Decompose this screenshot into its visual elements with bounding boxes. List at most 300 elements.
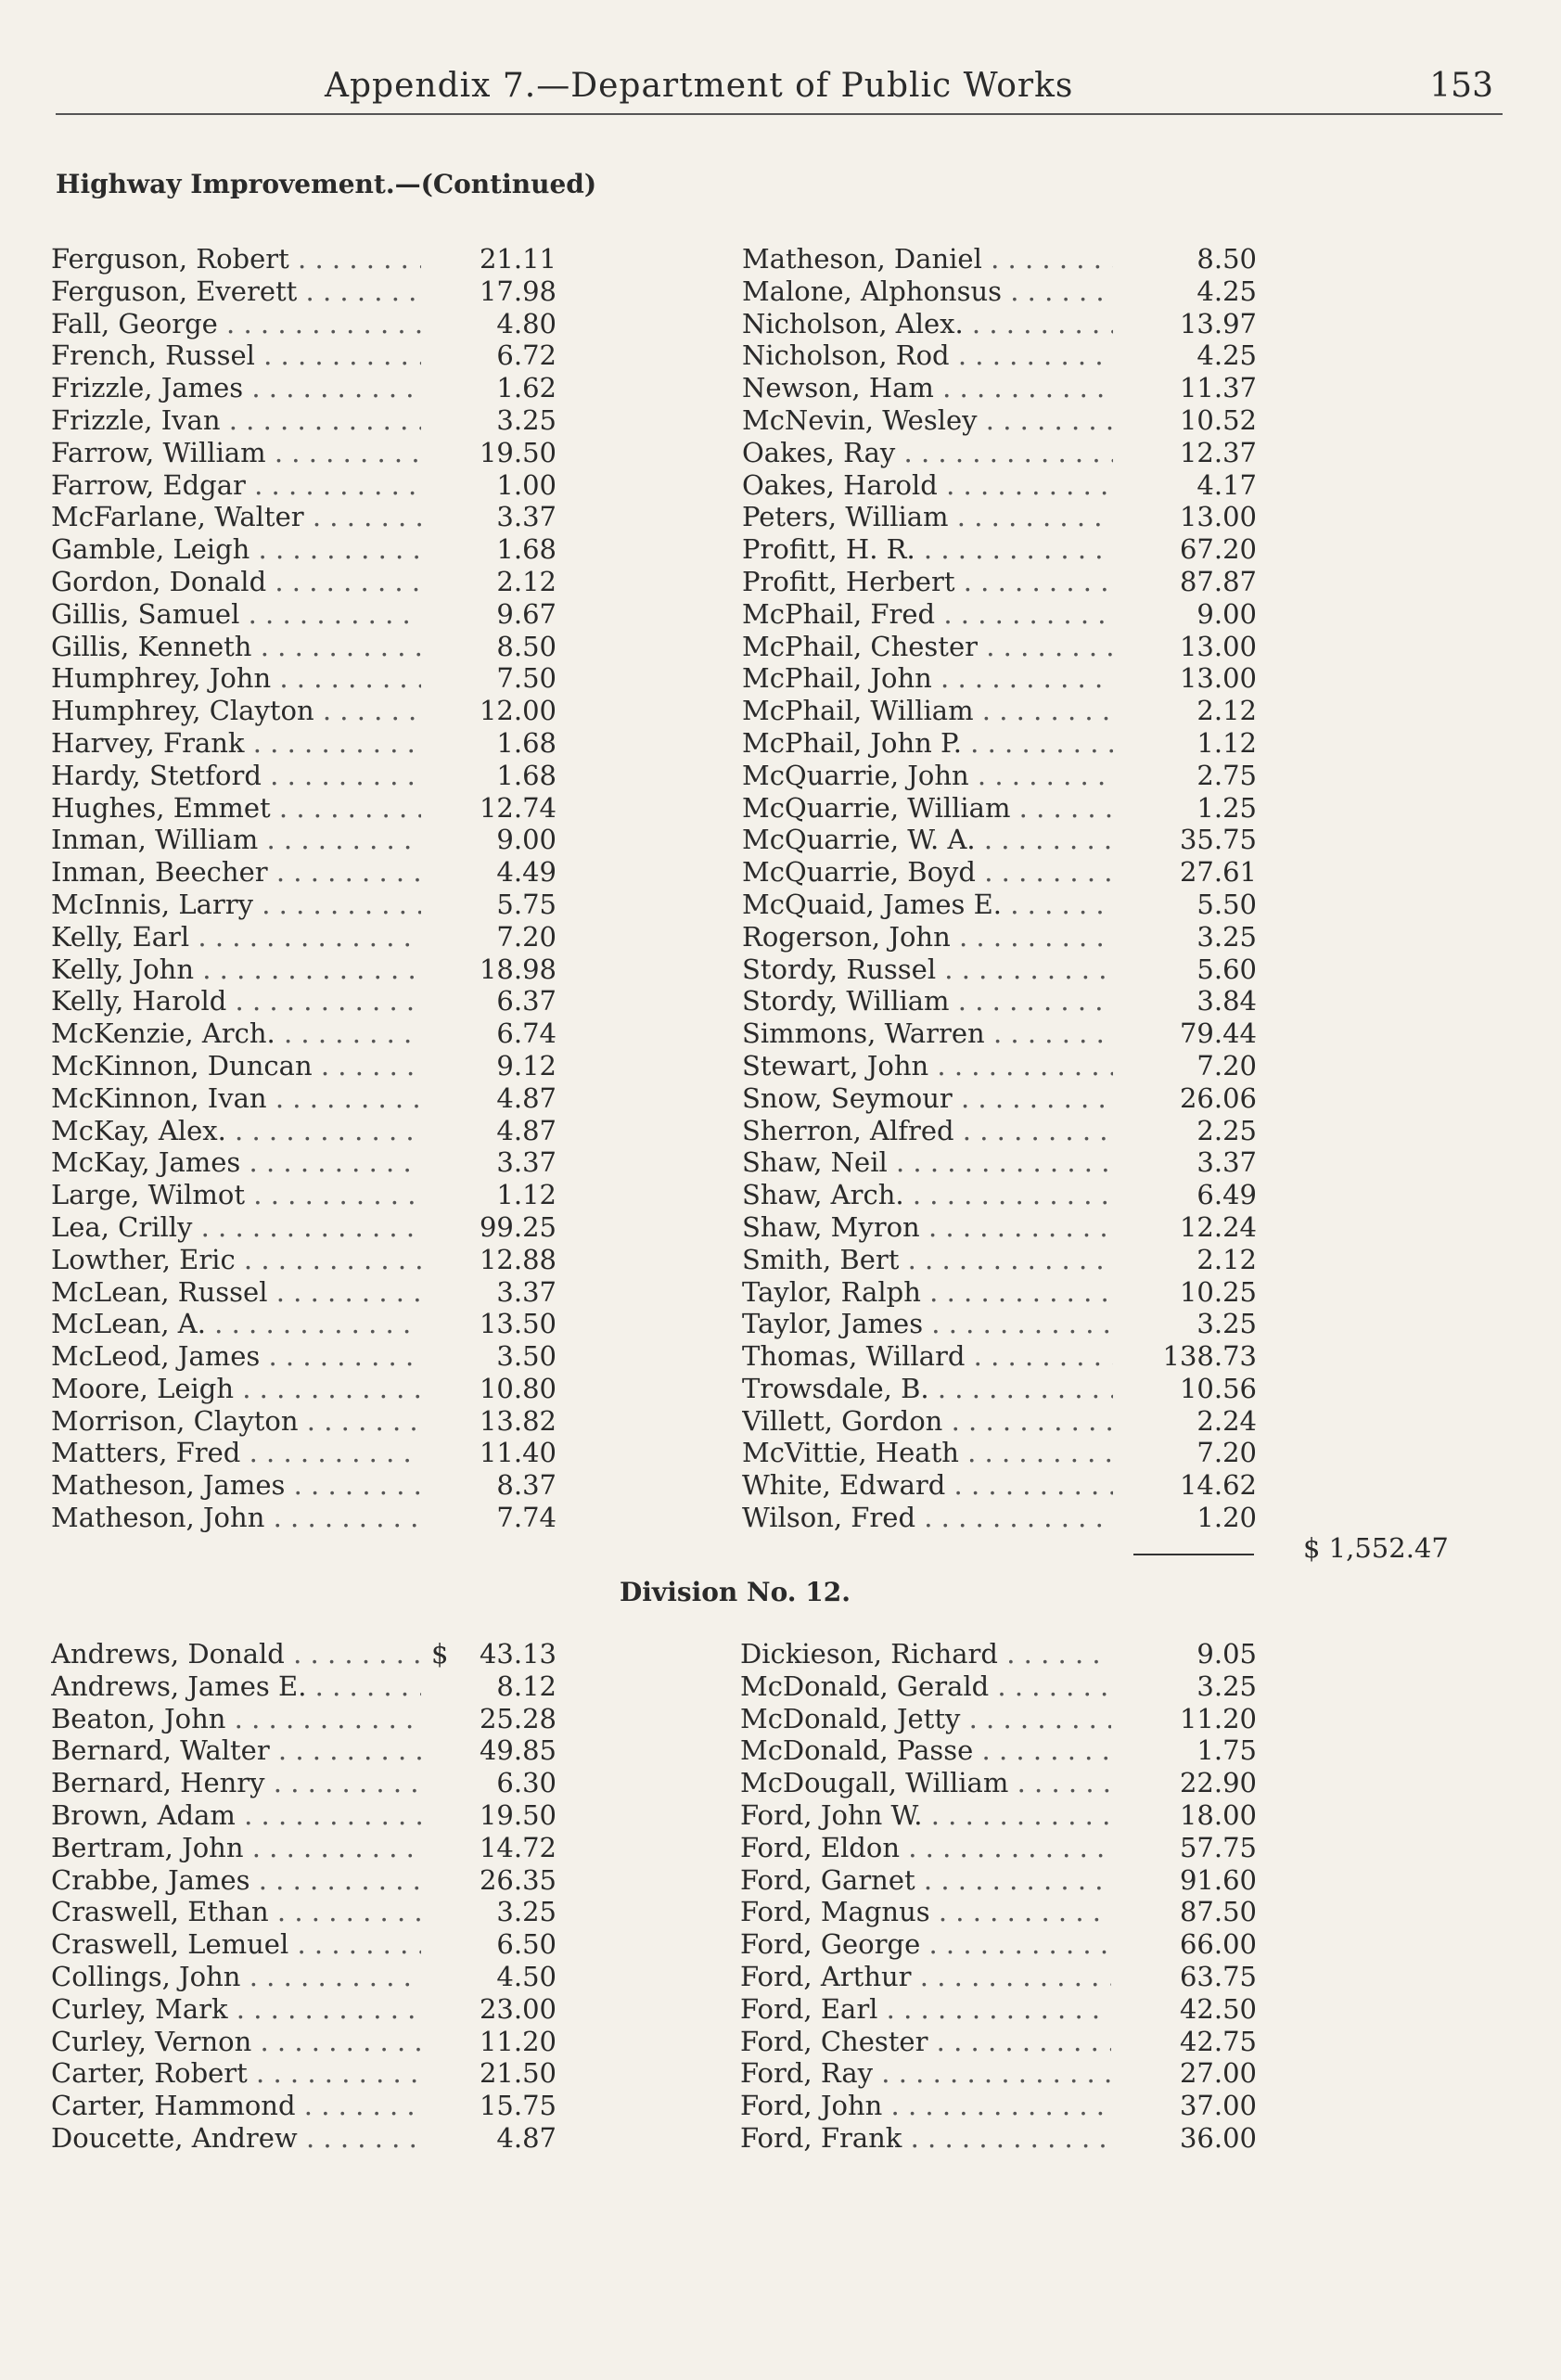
- entry-name: Kelly, Harold . . .: [51, 985, 422, 1017]
- entry-amount: 3.25: [421, 404, 557, 437]
- entry-name: McQuarrie, Boyd . . .: [742, 856, 1113, 889]
- list-item: [51, 243, 557, 275]
- list-item: [51, 985, 557, 1017]
- entry-amount: 3.25: [421, 1896, 557, 1928]
- entry-name: Ford, Magnus . . .: [740, 1896, 1111, 1928]
- entry-amount: 1.25: [1121, 792, 1257, 825]
- list-item: [740, 1799, 1257, 1832]
- entry-amount: 99.25: [421, 1211, 557, 1244]
- list-item: [740, 2026, 1257, 2058]
- entry-amount: 63.75: [1121, 1961, 1257, 1993]
- entry-name: Shaw, Myron . . .: [742, 1211, 1113, 1244]
- entry-name: Ford, Earl . . .: [740, 1993, 1111, 2026]
- list-item: [740, 1734, 1257, 1767]
- list-item: [51, 631, 557, 663]
- entry-name: Nicholson, Rod . . .: [742, 339, 1113, 372]
- entry-name: McPhail, Fred . . .: [742, 598, 1113, 631]
- list-item: [742, 1340, 1257, 1373]
- list-item: [740, 1767, 1257, 1799]
- list-item: [742, 469, 1257, 502]
- entry-name: McLean, Russel . . .: [51, 1276, 422, 1309]
- entry-amount: 17.98: [421, 275, 557, 308]
- entry-amount: 3.37: [421, 501, 557, 533]
- list-item: [742, 275, 1257, 308]
- entry-amount: 3.25: [1121, 1670, 1257, 1703]
- list-item: [51, 404, 557, 437]
- entry-amount: 7.74: [421, 1502, 557, 1534]
- entry-amount: 8.50: [421, 631, 557, 663]
- entry-amount: 67.20: [1121, 533, 1257, 566]
- entry-amount: 10.25: [1121, 1276, 1257, 1309]
- entry-name: McPhail, William . . .: [742, 695, 1113, 727]
- entry-amount: 13.00: [1121, 501, 1257, 533]
- entry-name: Andrews, Donald . . .: [51, 1638, 422, 1670]
- entry-name: Ford, Arthur . . .: [740, 1961, 1111, 1993]
- entry-name: Harvey, Frank . . .: [51, 727, 422, 760]
- entry-amount: 25.28: [421, 1703, 557, 1735]
- list-item: [51, 1767, 557, 1799]
- list-item: [51, 824, 557, 856]
- entry-amount: 1.68: [421, 760, 557, 792]
- entry-name: Moore, Leigh . . .: [51, 1373, 422, 1405]
- list-item: [51, 308, 557, 340]
- entry-name: McQuarrie, John . . .: [742, 760, 1113, 792]
- list-item: [51, 695, 557, 727]
- entry-name: Morrison, Clayton . . .: [51, 1405, 422, 1438]
- list-item: [742, 404, 1257, 437]
- list-item: [51, 2057, 557, 2090]
- division-title: Division No. 12.: [620, 1577, 851, 1607]
- list-item: [742, 1146, 1257, 1179]
- entry-amount: 27.00: [1121, 2057, 1257, 2090]
- entry-amount: 19.50: [421, 1799, 557, 1832]
- entry-amount: 26.35: [421, 1864, 557, 1897]
- entry-amount: 1.62: [421, 372, 557, 404]
- entry-name: Bernard, Henry . . .: [51, 1767, 422, 1799]
- entry-name: McQuarrie, W. A. . . .: [742, 824, 1113, 856]
- entry-name: Ford, John . . .: [740, 2090, 1111, 2122]
- entry-name: Kelly, Earl . . .: [51, 921, 422, 953]
- entry-name: Craswell, Lemuel . . .: [51, 1928, 422, 1961]
- list-item: [51, 856, 557, 889]
- entry-amount: 43.13: [421, 1638, 557, 1670]
- list-column-left-bottom: [51, 1638, 557, 2155]
- entry-amount: 1.75: [1121, 1734, 1257, 1767]
- entry-amount: 26.06: [1121, 1082, 1257, 1115]
- entry-amount: 91.60: [1121, 1864, 1257, 1897]
- list-item: [51, 1437, 557, 1469]
- entry-name: McFarlane, Walter . . .: [51, 501, 422, 533]
- entry-name: Hughes, Emmet . . .: [51, 792, 422, 825]
- entry-name: Carter, Hammond . . .: [51, 2090, 422, 2122]
- list-item: [740, 1864, 1257, 1897]
- entry-amount: 2.75: [1121, 760, 1257, 792]
- entry-amount: 3.25: [1121, 1308, 1257, 1340]
- list-item: [742, 760, 1257, 792]
- list-item: [51, 1670, 557, 1703]
- list-item: [51, 1469, 557, 1502]
- entry-name: Inman, Beecher . . .: [51, 856, 422, 889]
- entry-name: Matheson, John . . .: [51, 1502, 422, 1534]
- entry-amount: 11.40: [421, 1437, 557, 1469]
- entry-name: Inman, William . . .: [51, 824, 422, 856]
- entry-amount: 49.85: [421, 1734, 557, 1767]
- list-item: [742, 339, 1257, 372]
- list-item: [51, 1993, 557, 2026]
- entry-name: McQuaid, James E. . . .: [742, 889, 1113, 921]
- entry-name: Wilson, Fred . . .: [742, 1502, 1113, 1534]
- list-item: [51, 372, 557, 404]
- entry-name: Smith, Bert . . .: [742, 1244, 1113, 1276]
- entry-name: McNevin, Wesley . . .: [742, 404, 1113, 437]
- entry-amount: 2.12: [421, 566, 557, 598]
- list-item: [742, 1405, 1257, 1438]
- list-item: [51, 1961, 557, 1993]
- list-item: [742, 437, 1257, 469]
- list-item: [51, 1864, 557, 1897]
- entry-name: Shaw, Arch. . . .: [742, 1179, 1113, 1211]
- entry-amount: 1.68: [421, 533, 557, 566]
- entry-name: Matheson, Daniel . . .: [742, 243, 1113, 275]
- entry-amount: 7.50: [421, 662, 557, 695]
- section-total: $ 1,552.47: [1303, 1532, 1449, 1564]
- entry-amount: 13.50: [421, 1308, 557, 1340]
- entry-amount: 79.44: [1121, 1017, 1257, 1050]
- entry-name: McDonald, Jetty . . .: [740, 1703, 1111, 1735]
- entry-amount: 10.52: [1121, 404, 1257, 437]
- entry-amount: 3.25: [1121, 921, 1257, 953]
- entry-amount: 5.60: [1121, 953, 1257, 986]
- entry-amount: 36.00: [1121, 2122, 1257, 2155]
- entry-amount: 22.90: [1121, 1767, 1257, 1799]
- list-item: [742, 1308, 1257, 1340]
- entry-amount: 1.20: [1121, 1502, 1257, 1534]
- list-item: [51, 760, 557, 792]
- list-item: [742, 1115, 1257, 1147]
- entry-amount: 42.50: [1121, 1993, 1257, 2026]
- entry-amount: 10.80: [421, 1373, 557, 1405]
- entry-name: Frizzle, James . . .: [51, 372, 422, 404]
- list-item: [51, 1115, 557, 1147]
- list-column-left-top: [51, 243, 557, 1534]
- list-item: [742, 533, 1257, 566]
- entry-amount: 8.50: [1121, 243, 1257, 275]
- entry-amount: 3.37: [1121, 1146, 1257, 1179]
- entry-amount: 7.20: [421, 921, 557, 953]
- page-header: [56, 67, 1503, 115]
- list-item: [742, 1437, 1257, 1469]
- list-item: [742, 1082, 1257, 1115]
- list-item: [51, 1050, 557, 1082]
- entry-amount: 15.75: [421, 2090, 557, 2122]
- entry-name: Taylor, James . . .: [742, 1308, 1113, 1340]
- list-item: [742, 308, 1257, 340]
- entry-name: Ford, Garnet . . .: [740, 1864, 1111, 1897]
- list-item: [740, 1832, 1257, 1864]
- entry-amount: 12.00: [421, 695, 557, 727]
- entry-amount: 3.37: [421, 1146, 557, 1179]
- entry-name: Oakes, Ray . . .: [742, 437, 1113, 469]
- entry-name: Farrow, William . . .: [51, 437, 422, 469]
- list-item: [51, 339, 557, 372]
- entry-name: McDonald, Passe . . .: [740, 1734, 1111, 1767]
- entry-name: McDougall, William . . .: [740, 1767, 1111, 1799]
- entry-name: Ford, Frank . . .: [740, 2122, 1111, 2155]
- entry-name: Bertram, John . . .: [51, 1832, 422, 1864]
- list-item: [51, 1082, 557, 1115]
- list-item: [51, 1211, 557, 1244]
- entry-name: McKenzie, Arch. . . .: [51, 1017, 422, 1050]
- entry-name: Farrow, Edgar . . .: [51, 469, 422, 502]
- entry-amount: 1.12: [421, 1179, 557, 1211]
- list-item: [51, 437, 557, 469]
- entry-name: McInnis, Larry . . .: [51, 889, 422, 921]
- list-item: [51, 727, 557, 760]
- entry-amount: 11.20: [1121, 1703, 1257, 1735]
- dollar-sign: $: [431, 1638, 449, 1670]
- entry-amount: 35.75: [1121, 824, 1257, 856]
- entry-amount: 9.12: [421, 1050, 557, 1082]
- entry-name: Sherron, Alfred . . .: [742, 1115, 1113, 1147]
- entry-amount: 4.87: [421, 1115, 557, 1147]
- entry-amount: 12.24: [1121, 1211, 1257, 1244]
- page-number: 153: [1429, 67, 1493, 105]
- entry-amount: 7.20: [1121, 1050, 1257, 1082]
- entry-amount: 57.75: [1121, 1832, 1257, 1864]
- entry-amount: 87.87: [1121, 566, 1257, 598]
- entry-amount: 6.72: [421, 339, 557, 372]
- entry-name: Ford, Ray . . .: [740, 2057, 1111, 2090]
- entry-name: McDonald, Gerald . . .: [740, 1670, 1111, 1703]
- entry-name: Malone, Alphonsus . . .: [742, 275, 1113, 308]
- entry-amount: 19.50: [421, 437, 557, 469]
- entry-amount: 4.87: [421, 1082, 557, 1115]
- entry-name: McKay, James . . .: [51, 1146, 422, 1179]
- list-item: [742, 631, 1257, 663]
- list-item: [51, 1308, 557, 1340]
- entry-name: Ford, Eldon . . .: [740, 1832, 1111, 1864]
- list-item: [742, 1469, 1257, 1502]
- entry-amount: 21.50: [421, 2057, 557, 2090]
- entry-amount: 12.88: [421, 1244, 557, 1276]
- list-item: [51, 2122, 557, 2155]
- entry-name: Curley, Vernon . . .: [51, 2026, 422, 2058]
- list-item: [740, 1961, 1257, 1993]
- page-title: Appendix 7.—Department of Public Works: [325, 67, 1074, 105]
- entry-amount: 4.80: [421, 308, 557, 340]
- list-item: [740, 1896, 1257, 1928]
- entry-name: Collings, John . . .: [51, 1961, 422, 1993]
- list-item: [51, 1832, 557, 1864]
- list-item: [51, 953, 557, 986]
- entry-amount: 2.24: [1121, 1405, 1257, 1438]
- entry-name: McKinnon, Ivan . . .: [51, 1082, 422, 1115]
- list-item: [742, 1211, 1257, 1244]
- entry-amount: 13.82: [421, 1405, 557, 1438]
- entry-amount: 12.37: [1121, 437, 1257, 469]
- entry-amount: 6.37: [421, 985, 557, 1017]
- entry-name: Hardy, Stetford . . .: [51, 760, 422, 792]
- entry-name: McKinnon, Duncan . . .: [51, 1050, 422, 1082]
- entry-name: Bernard, Walter . . .: [51, 1734, 422, 1767]
- entry-name: McLeod, James . . .: [51, 1340, 422, 1373]
- section-title: Highway Improvement.—(Continued): [56, 169, 597, 199]
- entry-name: Beaton, John . . .: [51, 1703, 422, 1735]
- entry-name: Fall, George . . .: [51, 308, 422, 340]
- entry-amount: 8.37: [421, 1469, 557, 1502]
- entry-name: Carter, Robert . . .: [51, 2057, 422, 2090]
- list-item: [740, 1670, 1257, 1703]
- list-item: [740, 2090, 1257, 2122]
- entry-amount: 4.50: [421, 1961, 557, 1993]
- entry-amount: 1.68: [421, 727, 557, 760]
- list-item: [51, 1734, 557, 1767]
- list-item: [742, 727, 1257, 760]
- entry-amount: 4.25: [1121, 275, 1257, 308]
- entry-name: Ford, John W. . . .: [740, 1799, 1111, 1832]
- entry-name: Simmons, Warren . . .: [742, 1017, 1113, 1050]
- list-column-right-bottom: [740, 1638, 1257, 2155]
- list-item: [742, 1050, 1257, 1082]
- entry-name: Shaw, Neil . . .: [742, 1146, 1113, 1179]
- list-item: [740, 2057, 1257, 2090]
- entry-amount: 6.49: [1121, 1179, 1257, 1211]
- entry-amount: 21.11: [421, 243, 557, 275]
- entry-name: Curley, Mark . . .: [51, 1993, 422, 2026]
- entry-amount: 18.00: [1121, 1799, 1257, 1832]
- list-item: [740, 1928, 1257, 1961]
- entry-amount: 4.17: [1121, 469, 1257, 502]
- list-item: [51, 1340, 557, 1373]
- entry-name: Thomas, Willard . . .: [742, 1340, 1113, 1373]
- entry-amount: 87.50: [1121, 1896, 1257, 1928]
- entry-amount: 3.37: [421, 1276, 557, 1309]
- entry-name: Rogerson, John . . .: [742, 921, 1113, 953]
- list-item: [742, 695, 1257, 727]
- list-item: [742, 501, 1257, 533]
- list-item: [742, 243, 1257, 275]
- total-rule: [1133, 1554, 1254, 1555]
- list-item: [742, 953, 1257, 986]
- entry-amount: 6.30: [421, 1767, 557, 1799]
- entry-amount: 13.97: [1121, 308, 1257, 340]
- list-item: [742, 889, 1257, 921]
- entry-name: Frizzle, Ivan . . .: [51, 404, 422, 437]
- entry-name: Taylor, Ralph . . .: [742, 1276, 1113, 1309]
- entry-amount: 10.56: [1121, 1373, 1257, 1405]
- entry-name: Brown, Adam . . .: [51, 1799, 422, 1832]
- entry-name: Oakes, Harold . . .: [742, 469, 1113, 502]
- entry-name: Newson, Ham . . .: [742, 372, 1113, 404]
- entry-amount: 9.00: [421, 824, 557, 856]
- list-item: [51, 1799, 557, 1832]
- entry-name: Lowther, Eric . . .: [51, 1244, 422, 1276]
- entry-name: Matheson, James . . .: [51, 1469, 422, 1502]
- entry-amount: 11.37: [1121, 372, 1257, 404]
- entry-amount: 4.87: [421, 2122, 557, 2155]
- entry-name: Gamble, Leigh . . .: [51, 533, 422, 566]
- list-item: [51, 566, 557, 598]
- entry-amount: 5.75: [421, 889, 557, 921]
- list-item: [51, 921, 557, 953]
- list-column-right-top: [742, 243, 1257, 1534]
- entry-name: Stewart, John . . .: [742, 1050, 1113, 1082]
- entry-amount: 37.00: [1121, 2090, 1257, 2122]
- entry-name: Villett, Gordon . . .: [742, 1405, 1113, 1438]
- list-item: [51, 1703, 557, 1735]
- entry-name: Gillis, Samuel . . .: [51, 598, 422, 631]
- entry-name: Ferguson, Everett . . .: [51, 275, 422, 308]
- list-item: [740, 1638, 1257, 1670]
- entry-amount: 4.25: [1121, 339, 1257, 372]
- entry-amount: 23.00: [421, 1993, 557, 2026]
- list-item: [51, 598, 557, 631]
- list-item: [51, 792, 557, 825]
- entry-amount: 14.62: [1121, 1469, 1257, 1502]
- entry-amount: 1.00: [421, 469, 557, 502]
- entry-name: Kelly, John . . .: [51, 953, 422, 986]
- entry-amount: 6.50: [421, 1928, 557, 1961]
- list-item: [51, 469, 557, 502]
- list-item: [742, 1373, 1257, 1405]
- entry-name: McLean, A. . . .: [51, 1308, 422, 1340]
- entry-name: Doucette, Andrew . . .: [51, 2122, 422, 2155]
- entry-amount: 9.00: [1121, 598, 1257, 631]
- list-item: [742, 792, 1257, 825]
- list-item: [51, 1017, 557, 1050]
- list-item: [742, 1244, 1257, 1276]
- entry-name: McQuarrie, William . . .: [742, 792, 1113, 825]
- list-item: [51, 1373, 557, 1405]
- entry-amount: 7.20: [1121, 1437, 1257, 1469]
- list-item: [742, 921, 1257, 953]
- list-item: [51, 533, 557, 566]
- entry-amount: 9.05: [1121, 1638, 1257, 1670]
- entry-name: Gordon, Donald . . .: [51, 566, 422, 598]
- entry-name: Humphrey, Clayton . . .: [51, 695, 422, 727]
- entry-amount: 66.00: [1121, 1928, 1257, 1961]
- entry-amount: 1.12: [1121, 727, 1257, 760]
- entry-amount: 8.12: [421, 1670, 557, 1703]
- list-item: [740, 2122, 1257, 2155]
- list-item: [742, 824, 1257, 856]
- entry-amount: 12.74: [421, 792, 557, 825]
- entry-name: Large, Wilmot . . .: [51, 1179, 422, 1211]
- entry-name: McPhail, John . . .: [742, 662, 1113, 695]
- entry-amount: 4.49: [421, 856, 557, 889]
- entry-amount: 9.67: [421, 598, 557, 631]
- list-item: [51, 889, 557, 921]
- entry-name: McVittie, Heath . . .: [742, 1437, 1113, 1469]
- list-item: [51, 2026, 557, 2058]
- entry-name: Crabbe, James . . .: [51, 1864, 422, 1897]
- entry-name: Matters, Fred . . .: [51, 1437, 422, 1469]
- list-item: [51, 2090, 557, 2122]
- list-item: [742, 856, 1257, 889]
- list-item: [51, 1928, 557, 1961]
- list-item: [742, 598, 1257, 631]
- list-item: [51, 1405, 557, 1438]
- list-item: [51, 1179, 557, 1211]
- entry-name: McKay, Alex. . . .: [51, 1115, 422, 1147]
- entry-name: Andrews, James E. . . .: [51, 1670, 422, 1703]
- entry-amount: 13.00: [1121, 631, 1257, 663]
- list-item: [742, 1502, 1257, 1534]
- entry-amount: 5.50: [1121, 889, 1257, 921]
- list-item: [742, 372, 1257, 404]
- entry-name: Ford, Chester . . .: [740, 2026, 1111, 2058]
- list-item: [742, 1017, 1257, 1050]
